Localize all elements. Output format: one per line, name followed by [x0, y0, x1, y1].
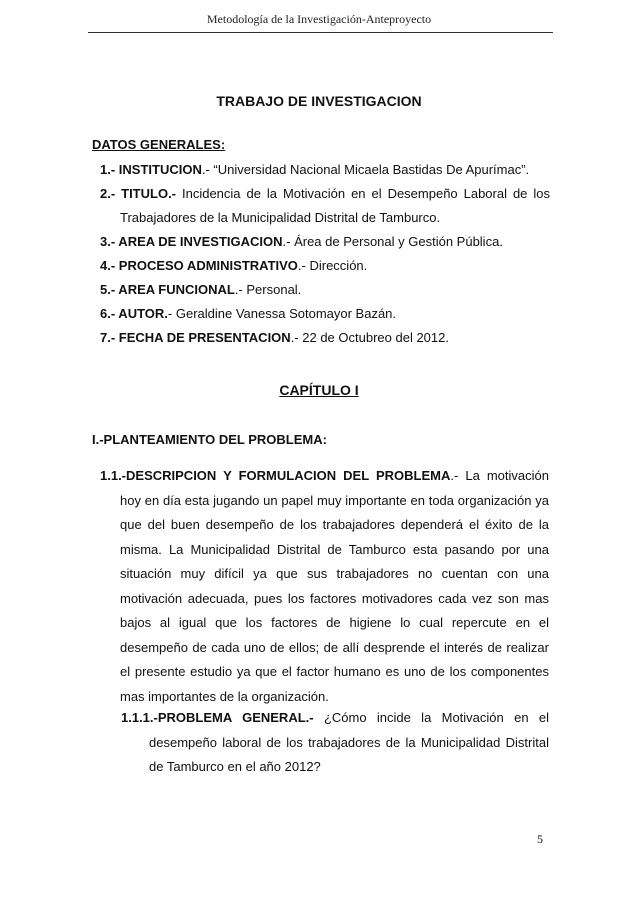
- item-continuation: Trabajadores de la Municipalidad Distrital de Tamburco.: [120, 210, 441, 225]
- datos-generales-heading: DATOS GENERALES:: [92, 137, 226, 152]
- paragraph-line: motivación adecuada, pues los factores motivadores cada vez son mas: [120, 590, 549, 606]
- descripcion-section: [100, 464, 549, 709]
- descripcion-lead: [100, 464, 549, 489]
- header-rule: [88, 32, 553, 33]
- list-item: [100, 182, 550, 206]
- problema-general-lead: [121, 706, 549, 731]
- item-separator: .-: [282, 234, 295, 249]
- sub-separator: .-: [450, 468, 459, 483]
- item-number: 1: [100, 162, 108, 177]
- sub-key: DESCRIPCION Y FORMULACION DEL PROBLEMA: [126, 468, 451, 483]
- list-item: [100, 278, 550, 302]
- problema-general-section: [121, 706, 549, 780]
- descripcion-paragraph: [100, 489, 549, 710]
- paragraph-line: desempeño de cada uno de ellos; de allí desprende el interés de realizar: [120, 639, 549, 655]
- item-separator: -: [167, 306, 176, 321]
- item-key: PROCESO ADMINISTRATIVO: [115, 258, 298, 273]
- item-separator: .-: [290, 330, 303, 345]
- item-separator: .-: [297, 258, 310, 273]
- item-number: 4.-: [100, 258, 116, 273]
- planteamiento-heading: I.-PLANTEAMIENTO DEL PROBLEMA:: [92, 432, 327, 447]
- chapter-title: CAPÍTULO I: [279, 382, 359, 398]
- document-title: TRABAJO DE INVESTIGACION: [216, 93, 422, 109]
- item-key: .- INSTITUCION: [107, 162, 202, 177]
- running-header: Metodología de la Investigación-Anteproyecto: [206, 12, 432, 26]
- paragraph-line: mas importantes de la organización.: [120, 688, 329, 704]
- item-key: AUTOR.: [115, 306, 168, 321]
- item-value: 22 de Octubreo del 2012.: [302, 330, 449, 345]
- page-number: 5: [537, 832, 543, 846]
- item-separator: .-: [201, 162, 214, 177]
- item-key: AREA DE INVESTIGACION: [115, 234, 283, 249]
- problema-general-key: 1.1.1.-PROBLEMA GENERAL.-: [121, 710, 314, 725]
- paragraph-line: el presente estudio ya que el factor humano es uno de los componentes: [120, 664, 549, 679]
- item-number: 5.-: [100, 282, 116, 297]
- sub-first-text: La motivación: [465, 468, 549, 483]
- paragraph-line: hoy en día esta jugando un papel muy importante en toda organización ya: [120, 492, 549, 508]
- item-number: 2.-: [100, 186, 116, 201]
- item-key: AREA FUNCIONAL: [115, 282, 235, 297]
- paragraph-line: de Tamburco en el año 2012?: [149, 759, 321, 774]
- item-value: “Universidad Nacional Micaela Bastidas De Apurímac”.: [213, 162, 530, 177]
- list-item: [100, 230, 550, 254]
- item-key: TITULO.-: [115, 186, 177, 201]
- item-separator: .-: [234, 282, 247, 297]
- problema-general-first: ¿Cómo incide la Motivación en el: [323, 710, 549, 725]
- paragraph-line: bajos al igual que los factores de higiene lo cual repercute en el: [120, 615, 549, 630]
- item-number: 3.-: [100, 234, 116, 249]
- datos-generales-list: [100, 158, 550, 350]
- paragraph-line: situación muy difícil ya que sus trabajadores no cuentan con una: [120, 566, 549, 581]
- paragraph-line: que del buen desempeño de los trabajadores dependerá el éxito de la: [120, 517, 549, 532]
- item-number: 7.-: [100, 330, 116, 345]
- paragraph-line: desempeño laboral de los trabajadores de la Municipalidad Distrital: [149, 734, 549, 750]
- list-item: [100, 326, 550, 350]
- sub-number: 1.1.-: [100, 468, 127, 483]
- item-value: Geraldine Vanessa Sotomayor Bazán.: [175, 306, 397, 321]
- item-value: Dirección.: [309, 258, 368, 273]
- item-value: Área de Personal y Gestión Pública.: [294, 234, 503, 249]
- item-value: Incidencia de la Motivación en el Desempeño Laboral de los: [181, 186, 550, 201]
- item-value: Personal.: [246, 282, 302, 297]
- list-item: [100, 302, 550, 326]
- item-number: 6.-: [100, 306, 116, 321]
- list-item: [100, 206, 550, 230]
- item-key: FECHA DE PRESENTACION: [115, 330, 291, 345]
- paragraph-line: misma. La Municipalidad Distrital de Tamburco esta pasando por una: [120, 541, 549, 557]
- list-item: [100, 158, 550, 182]
- list-item: [100, 254, 550, 278]
